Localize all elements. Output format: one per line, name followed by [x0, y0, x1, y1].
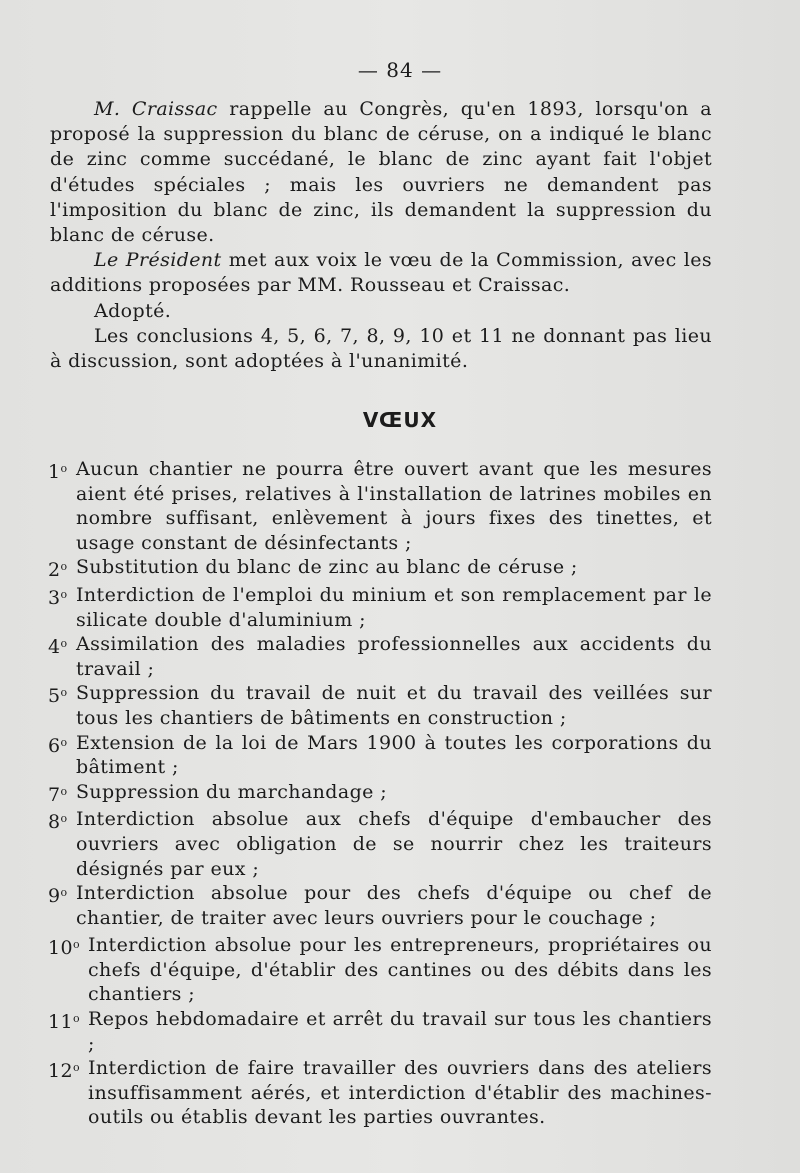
wish-number: 10$^o$ [48, 937, 81, 960]
wish-item [48, 933, 712, 1007]
wish-number: 2$^o$ [48, 559, 68, 582]
paragraph [50, 299, 712, 324]
wish-text: Interdiction de faire travailler des ouvriers dans des ateliers insuffisamment aérés, et interdiction d'établir des machines-outils ou établis devant les parties ouvrantes. [88, 1057, 712, 1129]
wish-number: 1$^o$ [48, 461, 68, 483]
discussion-block [50, 97, 712, 374]
wish-item [48, 457, 712, 555]
wish-item [48, 632, 712, 681]
wish-item [48, 555, 712, 583]
wish-number: 4$^o$ [48, 636, 68, 659]
wish-text: Suppression du marchandage ; [76, 780, 388, 803]
wish-item [48, 731, 712, 780]
wish-item [48, 780, 712, 808]
paragraph [50, 97, 712, 248]
wish-number: 8$^o$ [48, 811, 68, 834]
wish-text: Suppression du travail de nuit et du travail des veillées sur tous les chantiers de bâtiments en construction ; [76, 682, 712, 729]
wish-text: Substitution du blanc de zinc au blanc de céruse ; [76, 556, 578, 579]
wish-number: 6$^o$ [48, 734, 68, 757]
wish-number: 12$^o$ [48, 1060, 81, 1083]
wish-text: Assimilation des maladies professionnelles aux accidents du travail ; [76, 633, 712, 680]
paragraph [50, 248, 712, 298]
wish-number: 3$^o$ [48, 586, 68, 609]
page-number: — 84 — [357, 58, 443, 82]
speaker-name: Le Président [94, 249, 222, 272]
paragraph-text: Adopté. [94, 299, 172, 322]
wish-text: Aucun chantier ne pourra être ouvert avant que les mesures aient été prises, relatives à l'installation de latrines mobiles en nombre suffisant, enlèvement à jours fixes des tinettes, et usage constant de désinfectants ; [76, 458, 712, 554]
paragraph [50, 324, 712, 374]
wish-item [48, 681, 712, 730]
wish-text: Interdiction de l'emploi du minium et son remplacement par le silicate double d'aluminium ; [76, 583, 712, 631]
wish-text: Repos hebdomadaire et arrêt du travail sur tous les chantiers ; [88, 1008, 712, 1055]
wish-item [48, 583, 712, 632]
speaker-name: M. Craissac [94, 98, 218, 120]
wish-item [48, 881, 712, 930]
wish-item [48, 1007, 712, 1056]
wishes-list [48, 457, 712, 1130]
wish-item [48, 1056, 712, 1130]
paragraph-text: rappelle au Congrès, qu'en 1893, lorsqu'on a proposé la suppression du blanc de céruse, on a indiqué le blanc de zinc comme succédané, le blanc de zinc ayant fait l'objet d'études spéciales ; mais les ouvriers ne demandent pas l'imposition du blanc de zinc, ils demandent la suppression du blanc de céruse. [50, 98, 712, 247]
wish-item [48, 807, 712, 881]
section-heading: VŒUX [362, 408, 438, 432]
wish-number: 5$^o$ [48, 685, 68, 708]
wish-text: Interdiction absolue pour les entrepreneurs, propriétaires ou chefs d'équipe, d'établir des cantines ou des débits dans les chantiers ; [88, 934, 712, 1006]
wish-text: Interdiction absolue pour des chefs d'équipe ou chef de chantier, de traiter avec leurs ouvriers pour le couchage ; [76, 882, 712, 929]
wish-text: Interdiction absolue aux chefs d'équipe d'embaucher des ouvriers avec obligation de se nourrir chez les traiteurs désignés par eux ; [76, 808, 712, 880]
paragraph-text: met aux voix le vœu de la Commission, avec les additions proposées par MM. Rousseau et Craissac. [50, 249, 713, 297]
wish-number: 7$^o$ [48, 783, 68, 806]
wish-number: 11$^o$ [48, 1011, 81, 1034]
wish-text: Extension de la loi de Mars 1900 à toutes les corporations du bâtiment ; [76, 731, 712, 779]
paragraph-text: Les conclusions 4, 5, 6, 7, 8, 9, 10 et 11 ne donnant pas lieu à discussion, sont adoptées à l'unanimité. [50, 324, 712, 373]
wish-number: 9$^o$ [48, 885, 68, 908]
